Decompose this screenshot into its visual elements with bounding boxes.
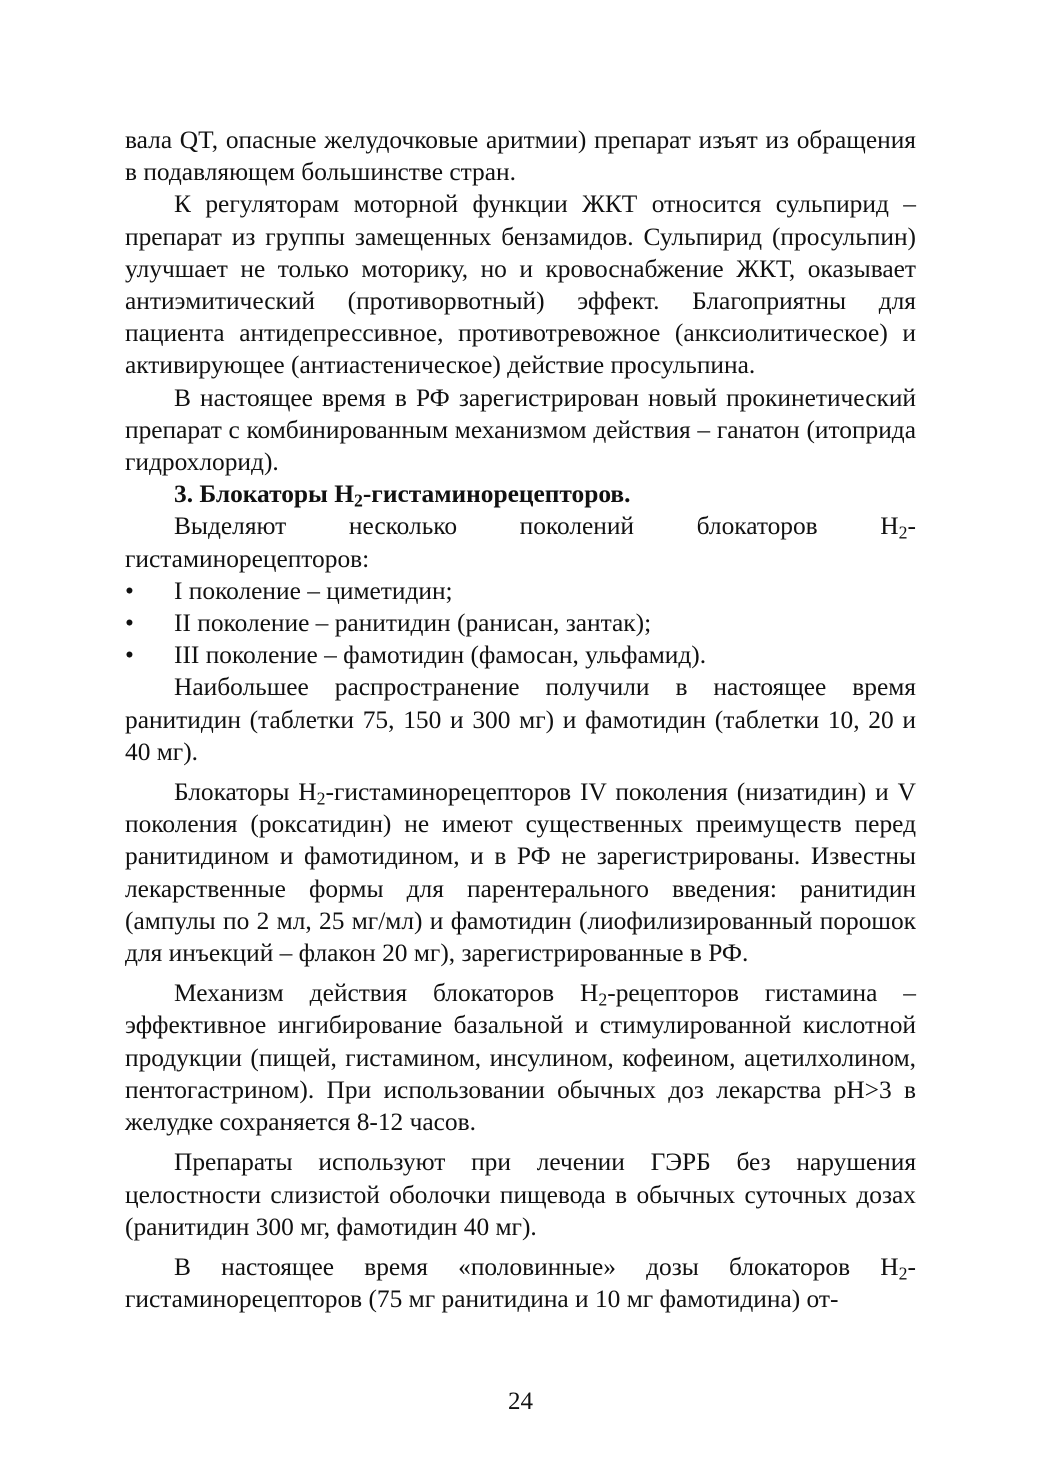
page-body (125, 124, 916, 1315)
half-dose-word: блокаторов (729, 1252, 851, 1281)
paragraph-text: Механизм действия блокаторов Н (174, 979, 599, 1008)
half-dose-line-2: гистаминорецепторов (75 мг ранитидина и 10 мг фамотидина) от- (125, 1285, 839, 1314)
paragraph-text: -рецепторов гистамина – эффективное ингибирование базальной и стимулированной кислотной продукции (пищей, гистамином, инсулином, кофеином, ацетилхолином, пентогастрином). При использовании обычных доз лекарства рН>3 в желудке сохраняется 8-12 часов. (125, 979, 916, 1137)
section-heading-text: 3. Блокаторы Н (174, 480, 354, 509)
intro-word: Выделяют (174, 512, 287, 541)
list-item (125, 575, 916, 607)
intro-subscript: 2 (898, 522, 908, 543)
list-item (125, 639, 916, 671)
paragraph-text: Блокаторы Н (174, 778, 317, 807)
half-dose-hyphen: - (907, 1252, 916, 1281)
bullet-icon: • (125, 609, 134, 638)
intro-word: несколько (348, 512, 458, 541)
subscript: 2 (598, 989, 608, 1010)
half-dose-word: В (174, 1252, 191, 1281)
paragraph-ganaton: В настоящее время в РФ зарегистрирован новый прокинетический препарат с комбинированным механизмом действия – ганатон (итоприда гидрохлорид). (125, 383, 916, 477)
section-heading (125, 478, 916, 510)
half-dose-word: время (364, 1252, 428, 1281)
paragraph-mechanism (125, 977, 916, 1138)
half-dose-word: настоящее (221, 1252, 335, 1281)
list-item-text: I поколение – циметидин; (174, 576, 453, 605)
subscript: 2 (316, 788, 326, 809)
half-dose-word: дозы (646, 1252, 699, 1281)
paragraph-gerd-treatment: Препараты используют при лечении ГЭРБ без нарушения целостности слизистой оболочки пищевода в обычных суточных дозах (ранитидин 300 мг, фамотидин 40 мг). (125, 1148, 916, 1241)
list-item-text: II поколение – ранитидин (ранисан, зантак); (174, 609, 652, 638)
bullet-icon: • (125, 641, 134, 670)
half-dose-word-h2 (880, 1251, 916, 1283)
paragraph-iv-v-generation (125, 776, 916, 969)
intro-word-h: Н (880, 512, 899, 541)
half-dose-line (125, 1251, 916, 1283)
list-item (125, 607, 916, 639)
paragraph-continuation: вала QT, опасные желудочковые аритмии) препарат изъят из обращения в подавляющем большинстве стран. (125, 126, 916, 187)
intro-hyphen: - (907, 512, 916, 541)
list-item-text: III поколение – фамотидин (фамосан, ульфамид). (174, 641, 707, 670)
page-number: 24 (508, 1388, 533, 1415)
bullet-icon: • (125, 576, 134, 605)
half-dose-word: «половинные» (458, 1252, 616, 1281)
subscript: 2 (898, 1263, 908, 1284)
half-dose-word-h: Н (880, 1252, 899, 1281)
intro-line (125, 510, 916, 542)
intro-word-h2 (880, 510, 916, 542)
paragraph-most-common: Наибольшее распространение получили в настоящее время ранитидин (таблетки 75, 150 и 300 мг) и фамотидин (таблетки 10, 20 и 40 мг). (125, 673, 916, 766)
intro-word: поколений (519, 512, 635, 541)
section-heading-text-end: -гистаминорецепторов. (362, 480, 631, 509)
paragraph-text: -гистаминорецепторов IV поколения (низатидин) и V поколения (роксатидин) не имеют существенных преимуществ перед ранитидином и фамотидином, и в РФ не зарегистрированы. Известны лекарственные формы для парентерального введения: ранитидин (ампулы по 2 мл, 25 мг/мл) и фамотидин (лиофилизированный порошок для инъекций – флакон 20 мг), зарегистрированные в РФ. (125, 778, 916, 968)
intro-word: блокаторов (696, 512, 818, 541)
intro-line-2: гистаминорецепторов: (125, 544, 370, 573)
generation-list (125, 575, 916, 672)
paragraph-sulpiride: К регуляторам моторной функции ЖКТ относится сульпирид – препарат из группы замещенных бензамидов. Сульпирид (просульпин) улучшает не только моторику, но и кровоснабжение ЖКТ, оказывает антиэмитический (противорвотный) эффект. Благоприятны для пациента антидепрессивное, противотревожное (анксиолитическое) и активирующее (антиастеническое) действие просульпина. (125, 190, 916, 380)
section-heading-subscript: 2 (353, 490, 363, 511)
